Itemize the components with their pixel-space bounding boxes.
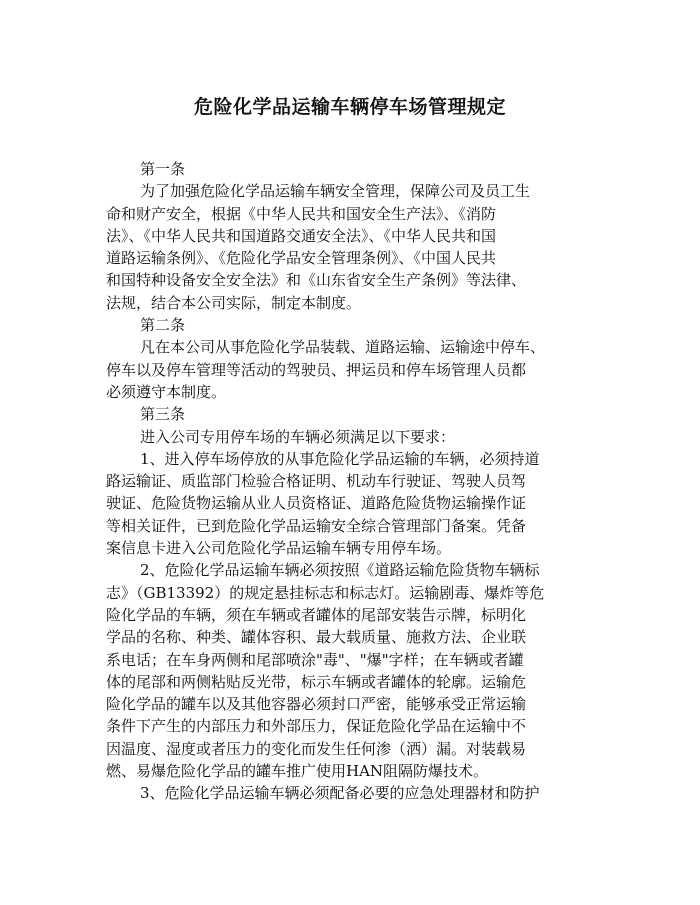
paragraph-line: 燃、易爆危险化学品的罐车推广使用HAN阻隔防爆技术。 [106, 762, 489, 781]
paragraph-line: 因温度、湿度或者压力的变化而发生任何渗（洒）漏。对装载易 [106, 739, 527, 758]
paragraph-line: 险化学品的罐车以及其他容器必须封口严密，能够承受正常运输 [106, 695, 527, 714]
paragraph-line: 案信息卡进入公司危险化学品运输车辆专用停车场。 [106, 539, 452, 558]
paragraph-line: 系电话；在车身两侧和尾部喷涂"毒"、"爆"字样；在车辆或者罐 [106, 650, 524, 669]
paragraph-line: 法规，结合本公司实际，制定本制度。 [106, 293, 362, 312]
paragraph-line: 驶证、危险货物运输从业人员资格证、道路危险货物运输操作证 [106, 494, 527, 513]
paragraph-line: 命和财产安全，根据《中华人民共和国安全生产法》、《消防 [106, 204, 497, 223]
list-item-line: 3、危险化学品运输车辆必须配备必要的应急处理器材和防护 [140, 784, 540, 803]
paragraph-line: 路运输证、质监部门检验合格证明、机动车行驶证、驾驶人员驾 [106, 472, 527, 491]
article-heading-3: 第三条 [140, 405, 186, 424]
article-heading-1: 第一条 [140, 160, 186, 178]
paragraph-line: 等相关证件，已到危险化学品运输安全综合管理部门备案。凭备 [106, 516, 527, 535]
paragraph-line: 道路运输条例》、《危险化学品安全管理条例》、《中国人民共 [106, 249, 497, 268]
paragraph-line: 体的尾部和两侧粘贴反光带，标示车辆或者罐体的轮廓。运输危 [106, 672, 527, 691]
paragraph-line: 志》（GB13392）的规定悬挂标志和标志灯。运输剧毒、爆炸等危 [106, 583, 545, 602]
article-heading-2: 第二条 [140, 316, 186, 335]
document-title: 危险化学品运输车辆停车场管理规定 [193, 96, 506, 118]
document-body [106, 158, 616, 805]
paragraph-line: 进入公司专用停车场的车辆必须满足以下要求： [140, 427, 456, 446]
paragraph-line: 学品的名称、种类、罐体容积、最大载质量、施救方法、企业联 [106, 628, 527, 647]
paragraph-line: 法》、《中华人民共和国道路交通安全法》、《中华人民共和国 [106, 226, 497, 245]
paragraph-line: 条件下产生的内部压力和外部压力，保证危险化学品在运输中不 [106, 717, 527, 736]
paragraph-line: 必须遵守本制度。 [106, 382, 227, 401]
paragraph-line: 和国特种设备安全安全法》和《山东省安全生产条例》等法律、 [106, 271, 527, 290]
paragraph-line: 为了加强危险化学品运输车辆安全管理，保障公司及员工生 [140, 182, 531, 201]
paragraph-line: 凡在本公司从事危险化学品装载、道路运输、运输途中停车、 [140, 338, 546, 357]
list-item-line: 2、危险化学品运输车辆必须按照《道路运输危险货物车辆标 [140, 561, 540, 580]
list-item-line: 1、进入停车场停放的从事危险化学品运输的车辆，必须持道 [140, 449, 540, 468]
paragraph-line: 停车以及停车管理等活动的驾驶员、押运员和停车场管理人员都 [106, 360, 527, 379]
paragraph-line: 险化学品的车辆，须在车辆或者罐体的尾部安装告示牌，标明化 [106, 605, 527, 624]
